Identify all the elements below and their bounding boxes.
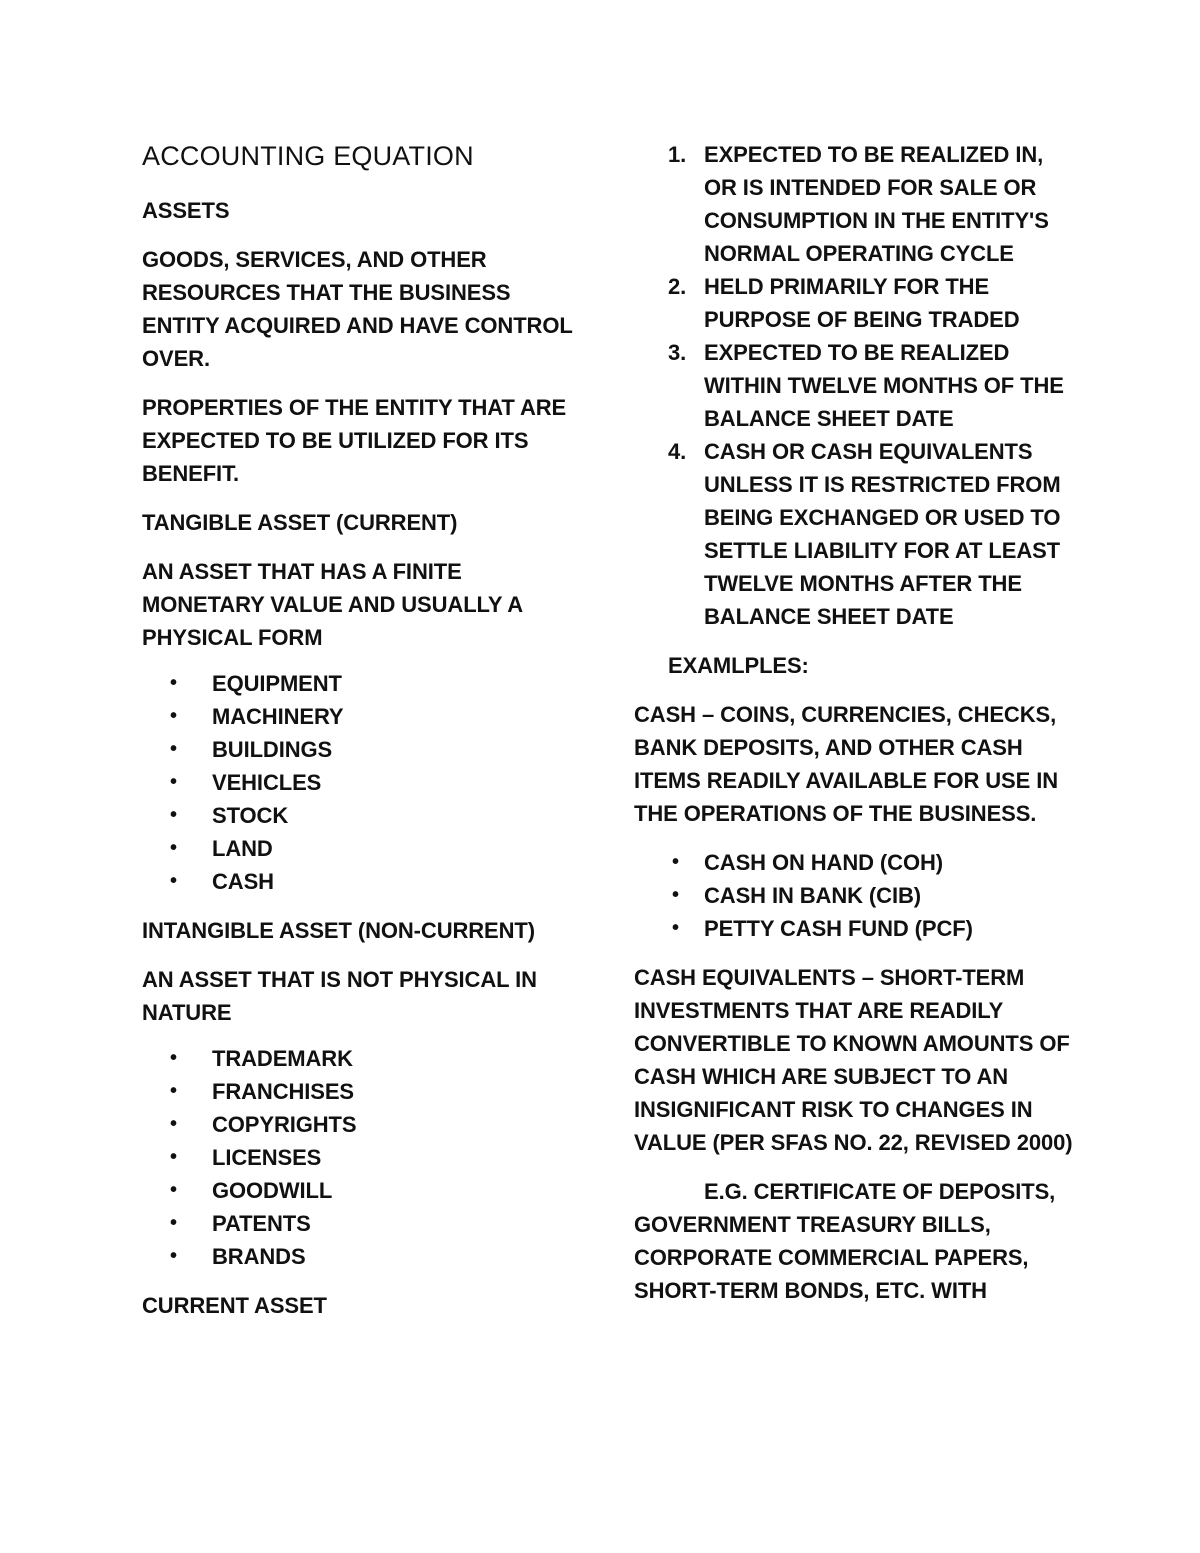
list-item: • TRADEMARK xyxy=(170,1042,582,1075)
tangible-asset-definition: AN ASSET THAT HAS A FINITE MONETARY VALUE AND USUALLY A PHYSICAL FORM xyxy=(142,559,523,650)
cash-definition: CASH – COINS, CURRENCIES, CHECKS, BANK DEPOSITS, AND OTHER CASH ITEMS READILY AVAILABLE FOR USE IN THE OPERATIONS OF THE BUSINESS. xyxy=(634,702,1059,826)
list-item: • CASH xyxy=(170,865,582,898)
list-item: • STOCK xyxy=(170,799,582,832)
list-item: • VEHICLES xyxy=(170,766,582,799)
list-item-text: EXPECTED TO BE REALIZED IN, OR IS INTENDED FOR SALE OR CONSUMPTION IN THE ENTITY'S NORMAL OPERATING CYCLE xyxy=(704,142,1049,266)
list-item: • LICENSES xyxy=(170,1141,582,1174)
intangible-asset-list xyxy=(142,1042,582,1273)
assets-definition-2: PROPERTIES OF THE ENTITY THAT ARE EXPECTED TO BE UTILIZED FOR ITS BENEFIT. xyxy=(142,395,567,486)
list-item-text: CASH OR CASH EQUIVALENTS UNLESS IT IS RESTRICTED FROM BEING EXCHANGED OR USED TO SETTLE LIABILITY FOR AT LEAST TWELVE MONTHS AFTER THE BALANCE SHEET DATE xyxy=(704,439,1061,629)
page-title: ACCOUNTING EQUATION xyxy=(142,141,474,171)
list-item xyxy=(668,138,1074,270)
list-item xyxy=(668,336,1074,435)
list-number: 4. xyxy=(668,439,687,464)
intangible-asset-heading: INTANGIBLE ASSET (NON-CURRENT) xyxy=(142,918,535,943)
list-item: • EQUIPMENT xyxy=(170,667,582,700)
list-item xyxy=(668,435,1074,633)
current-asset-criteria-list xyxy=(634,138,1074,633)
list-item: • GOODWILL xyxy=(170,1174,582,1207)
assets-heading: ASSETS xyxy=(142,198,230,223)
list-number: 1. xyxy=(668,142,687,167)
list-number: 3. xyxy=(668,340,687,365)
cash-list xyxy=(634,846,1074,945)
list-item: • MACHINERY xyxy=(170,700,582,733)
examples-text: E.G. CERTIFICATE OF DEPOSITS, GOVERNMENT TREASURY BILLS, CORPORATE COMMERCIAL PAPERS, SHORT-TERM BONDS, ETC. WITH xyxy=(634,1179,1056,1303)
list-item: • LAND xyxy=(170,832,582,865)
list-item: • CASH ON HAND (COH) xyxy=(672,846,1074,879)
right-column xyxy=(634,138,1074,1323)
left-column xyxy=(142,138,582,1338)
list-item-text: EXPECTED TO BE REALIZED WITHIN TWELVE MONTHS OF THE BALANCE SHEET DATE xyxy=(704,340,1064,431)
list-item-text: HELD PRIMARILY FOR THE PURPOSE OF BEING TRADED xyxy=(704,274,1020,332)
list-item: • CASH IN BANK (CIB) xyxy=(672,879,1074,912)
list-item xyxy=(668,270,1074,336)
cash-equivalents-definition: CASH EQUIVALENTS – SHORT-TERM INVESTMENTS THAT ARE READILY CONVERTIBLE TO KNOWN AMOUNTS OF CASH WHICH ARE SUBJECT TO AN INSIGNIFICANT RISK TO CHANGES IN VALUE (PER SFAS NO. 22, REVISED 2000) xyxy=(634,965,1073,1155)
tangible-asset-heading: TANGIBLE ASSET (CURRENT) xyxy=(142,510,458,535)
assets-definition-1: GOODS, SERVICES, AND OTHER RESOURCES THAT THE BUSINESS ENTITY ACQUIRED AND HAVE CONTROL OVER. xyxy=(142,247,573,371)
examples-label: EXAMLPLES: xyxy=(668,653,809,678)
list-item: • PATENTS xyxy=(170,1207,582,1240)
list-item: • BRANDS xyxy=(170,1240,582,1273)
tangible-asset-list xyxy=(142,667,582,898)
list-item: • BUILDINGS xyxy=(170,733,582,766)
list-item: • PETTY CASH FUND (PCF) xyxy=(672,912,1074,945)
list-item: • FRANCHISES xyxy=(170,1075,582,1108)
intangible-asset-definition: AN ASSET THAT IS NOT PHYSICAL IN NATURE xyxy=(142,967,537,1025)
list-number: 2. xyxy=(668,274,687,299)
current-asset-heading: CURRENT ASSET xyxy=(142,1293,327,1318)
list-item: • COPYRIGHTS xyxy=(170,1108,582,1141)
